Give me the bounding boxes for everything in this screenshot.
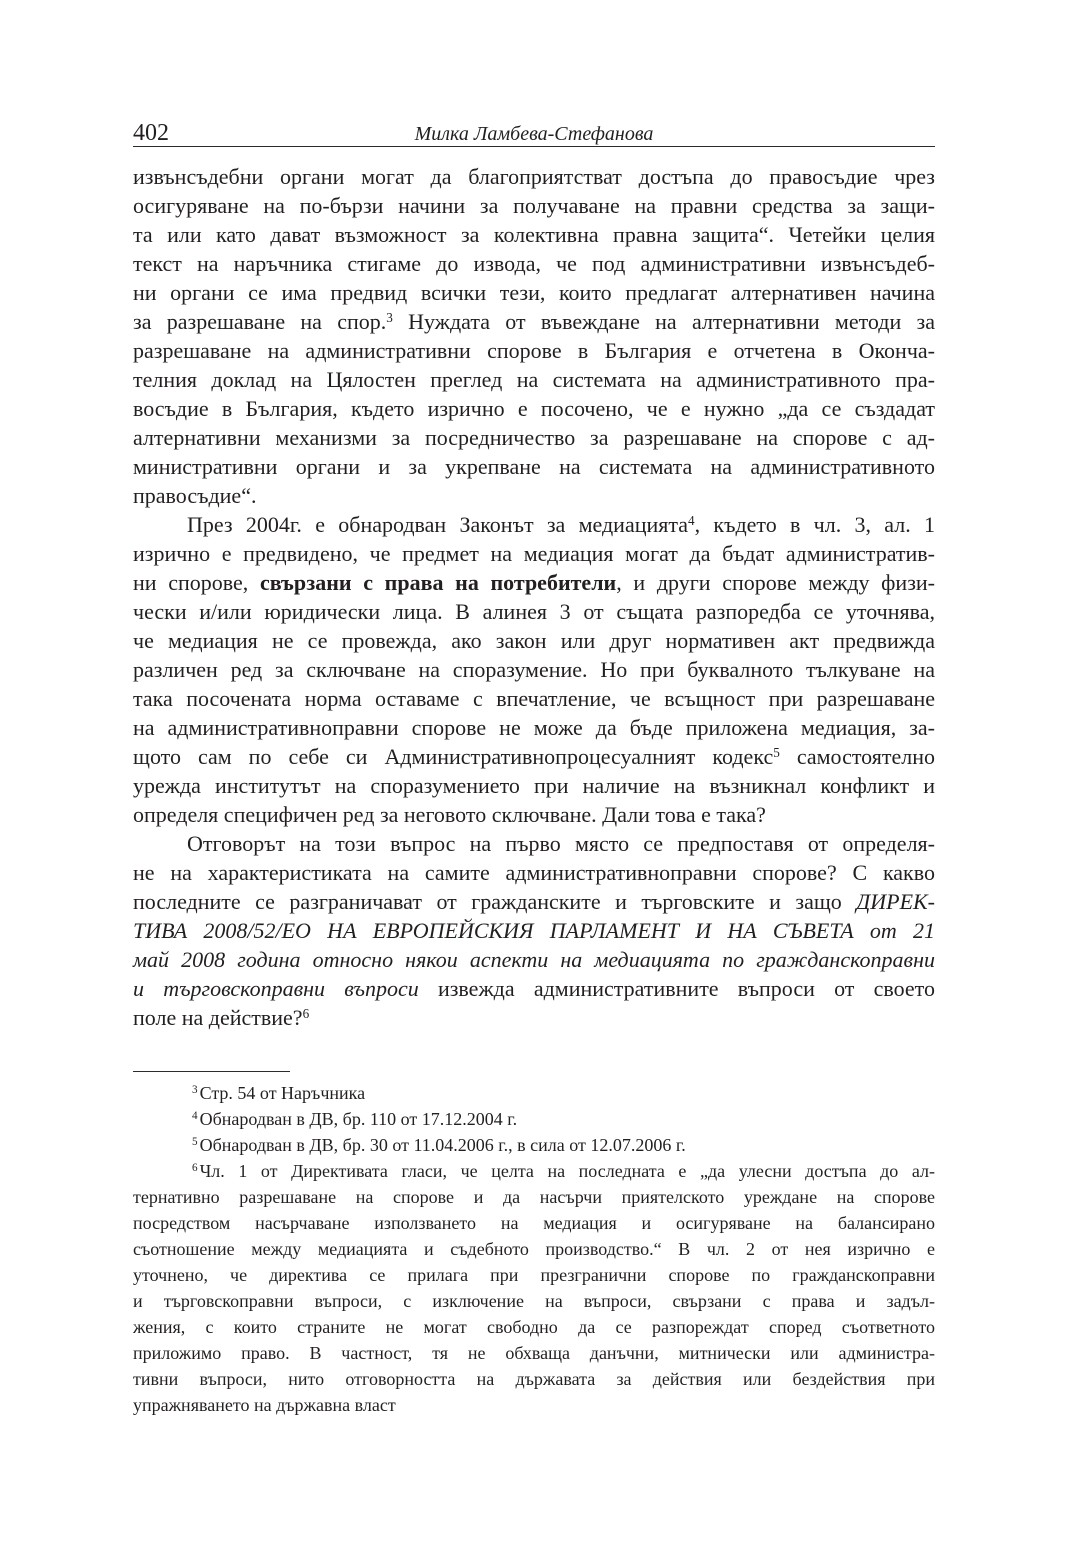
italic-text: ТИВА 2008/52/ЕО НА ЕВРОПЕЙСКИЯ ПАРЛАМЕНТ И НА СЪВЕТА от 21 bbox=[133, 918, 935, 943]
footnote bbox=[133, 1106, 935, 1132]
footnote-ref-4: 4 bbox=[688, 512, 695, 528]
footnote-marker: 5 bbox=[192, 1136, 198, 1149]
italic-text: ДИРЕК- bbox=[856, 889, 935, 914]
footnote-text: Чл. 1 от Директивата гласи, че целта на последната е „да улесни достъпа до ал- bbox=[199, 1161, 935, 1181]
running-title: Милка Ламбева-Стефанова bbox=[414, 123, 654, 145]
footnote bbox=[133, 1132, 935, 1158]
footnote-ref-5: 5 bbox=[773, 744, 780, 760]
text-line: осигуряване на по-бързи начини за получаване на правни средства за защи- bbox=[133, 193, 935, 218]
footnote-line: Обнародван в ДВ, бр. 110 от 17.12.2004 г. bbox=[199, 1109, 518, 1129]
text-line bbox=[133, 916, 935, 945]
text-segment: последните се разграничават от гражданските и търговските и защо bbox=[133, 889, 857, 914]
text-segment: Нуждата от въвеждане на алтернативни методи за bbox=[392, 309, 935, 334]
text-line bbox=[133, 945, 935, 974]
italic-text: и търговскоправни въпроси bbox=[133, 976, 419, 1001]
text-line: не на характеристиката на самите административноправни спорове? С какво bbox=[133, 860, 935, 885]
text-line bbox=[133, 742, 935, 771]
text-line: текст на наръчника стигаме до извода, че под административни извънсъдеб- bbox=[133, 251, 935, 276]
text-segment: самостоятелно bbox=[779, 744, 936, 769]
text-line bbox=[133, 887, 935, 916]
text-line: разрешаване на административни спорове в България е отчетена в Оконча- bbox=[133, 338, 935, 363]
footnote-line: приложимо право. В частност, тя не обхваща данъчни, митнически или администра- bbox=[133, 1343, 935, 1363]
text-line: алтернативни механизми за посредничество за разрешаване на спорове с ад- bbox=[133, 425, 935, 450]
bold-text: свързани с права на потребители bbox=[259, 570, 617, 595]
text-line: правосъдие“. bbox=[133, 483, 257, 508]
text-segment: за разрешаване на спор. bbox=[133, 309, 387, 334]
text-line: та или като дават възможност за колективна правна защита“. Четейки целия bbox=[133, 222, 935, 247]
text-line: Отговорът на този въпрос на първо място се предпоставя от определя- bbox=[187, 831, 935, 856]
text-segment: През 2004г. е обнародван Законът за медиацията bbox=[187, 512, 689, 537]
text-segment: щото сам по себе си Административнопроцесуалният кодекс bbox=[133, 744, 774, 769]
text-line: че медиация не се провежда, ако закон или друг нормативен акт предвижда bbox=[133, 628, 935, 653]
footnote-marker: 4 bbox=[192, 1110, 198, 1123]
paragraph bbox=[133, 829, 935, 1032]
text-line: на административноправни спорове не може да бъде приложена медиация, за- bbox=[133, 715, 935, 740]
footnote-line: и търговскоправни въпроси, с изключение на въпроси, свързани с права и задъл- bbox=[133, 1291, 935, 1311]
footnote-ref-6: 6 bbox=[302, 1005, 310, 1021]
text-line: восъдие в България, където изрично е посочено, че е нужно „да се създадат bbox=[133, 396, 935, 421]
footnote bbox=[133, 1158, 935, 1418]
text-line bbox=[133, 510, 935, 539]
page-number: 402 bbox=[133, 120, 169, 146]
footnotes bbox=[133, 1080, 935, 1418]
footnote-separator bbox=[133, 1071, 290, 1072]
italic-text: май 2008 година относно някои аспекти на медиацията по гражданскоправни bbox=[133, 947, 935, 972]
footnote-marker: 3 bbox=[192, 1084, 198, 1097]
footnote-line: посредством насърчаване използването на медиация и осигуряване на балансирано bbox=[133, 1213, 935, 1233]
footnote-ref-3: 3 bbox=[386, 309, 393, 325]
main-text bbox=[133, 162, 935, 1032]
text-line: ни органи се има предвид всички тези, които предлагат алтернативен начина bbox=[133, 280, 935, 305]
text-line: различен ред за сключване на споразумение. Но при буквалното тълкуване на bbox=[133, 657, 935, 682]
text-segment: поле на действие? bbox=[133, 1005, 303, 1030]
text-line: така посочената норма оставаме с впечатление, че всъщност при разрешаване bbox=[133, 686, 935, 711]
text-line: извънсъдебни органи могат да благоприятстват достъпа до правосъдие чрез bbox=[133, 164, 935, 189]
footnote-line: уточнено, че директива се прилага при презгранични спорове по гражданскоправни bbox=[133, 1265, 935, 1285]
text-line bbox=[133, 974, 935, 1003]
text-segment: , където в чл. 3, ал. 1 bbox=[694, 512, 935, 537]
footnote-line: тивни въпроси, нито отговорността на държавата за действия или бездействия при bbox=[133, 1369, 935, 1389]
footnote-line: Стр. 54 от Наръчника bbox=[199, 1083, 366, 1103]
text-line: телния доклад на Цялостен преглед на системата на административното пра- bbox=[133, 367, 935, 392]
footnote bbox=[133, 1080, 935, 1106]
footnote-line: съотношение между медиацията и съдебното производство.“ В чл. 2 от нея изрично е bbox=[133, 1239, 935, 1259]
text-line bbox=[133, 568, 935, 597]
paragraph bbox=[133, 510, 935, 829]
text-segment: , и други спорове между физи- bbox=[616, 570, 935, 595]
text-segment: ни спорове, bbox=[133, 570, 260, 595]
text-line: определя специфичен ред за неговото сключване. Дали това е така? bbox=[133, 802, 766, 827]
paragraph bbox=[133, 162, 935, 510]
running-header bbox=[133, 112, 935, 147]
footnote-line bbox=[133, 1158, 935, 1184]
text-line bbox=[133, 307, 935, 336]
text-line: чески и/или юридически лица. В алинея 3 от същата разпоредба се уточнява, bbox=[133, 599, 935, 624]
footnote-marker: 6 bbox=[192, 1162, 198, 1175]
footnote-line: тернативно разрешаване на спорове и да насърчи приятелското уреждане на спорове bbox=[133, 1187, 935, 1207]
footnote-line: жения, с които страните не могат свободно да се разпореждат според съответното bbox=[133, 1317, 935, 1337]
text-segment: извежда административните въпроси от своето bbox=[418, 976, 935, 1001]
text-line: изрично е предвидено, че предмет на медиация могат да бъдат административ- bbox=[133, 541, 935, 566]
footnote-line: упражняването на държавна власт bbox=[133, 1395, 396, 1415]
text-line: министративни органи и за укрепване на системата на административното bbox=[133, 454, 935, 479]
footnote-line: Обнародван в ДВ, бр. 30 от 11.04.2006 г., в сила от 12.07.2006 г. bbox=[199, 1135, 686, 1155]
text-line bbox=[133, 1003, 935, 1032]
text-line: урежда институтът на споразумението при наличие на възникнал конфликт и bbox=[133, 773, 935, 798]
